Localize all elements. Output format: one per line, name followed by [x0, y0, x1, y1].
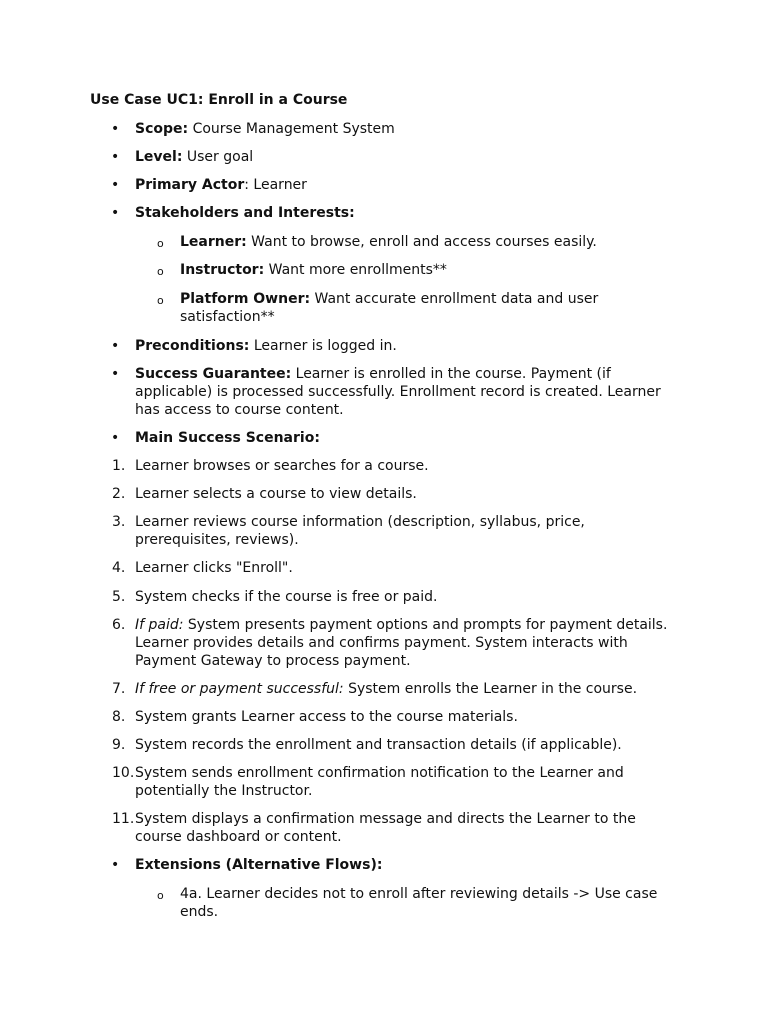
step-text: System sends enrollment confirmation notification to the Learner and potentially the Instructor.: [135, 765, 624, 799]
bullet-label: Primary Actor: [135, 177, 245, 193]
bullet-marker: •: [111, 121, 120, 137]
extension-text: 4a. Learner decides not to enroll after reviewing details -> Use case ends.: [180, 886, 658, 920]
bullet-label: Scope:: [135, 121, 189, 137]
sub-bullet-text: [180, 233, 665, 251]
document-title: Use Case UC1: Enroll in a Course: [90, 92, 348, 108]
bullet-text: [135, 365, 665, 419]
sub-bullet-text: [180, 290, 665, 326]
bullet-marker: •: [111, 177, 120, 193]
bullet-text: [135, 337, 665, 355]
bullet-label: Level:: [135, 149, 183, 165]
step-text: Learner browses or searches for a course.: [135, 458, 429, 474]
step-text: System displays a confirmation message and directs the Learner to the course dashboard or content.: [135, 811, 636, 845]
step-number: 8.: [112, 709, 126, 725]
step-text: System checks if the course is free or paid.: [135, 589, 438, 605]
sub-bullet-label: Platform Owner:: [180, 291, 311, 307]
step-text: [135, 616, 670, 670]
sub-bullet-value: Want more enrollments**: [264, 262, 447, 278]
bullet-label: Extensions (Alternative Flows):: [135, 857, 383, 873]
bullet-value: User goal: [182, 149, 254, 165]
bullet-label: Main Success Scenario:: [135, 430, 320, 446]
step-body: System enrolls the Learner in the course.: [343, 681, 638, 697]
bullet-text: [135, 856, 665, 874]
bullet-marker: •: [111, 430, 120, 446]
step-number: 2.: [112, 486, 126, 502]
step-number: 6.: [112, 617, 126, 633]
step-text: System grants Learner access to the course materials.: [135, 709, 518, 725]
bullet-text: [135, 148, 665, 166]
bullet-label: Preconditions:: [135, 338, 250, 354]
bullet-text: [135, 429, 665, 447]
bullet-value: Learner is logged in.: [249, 338, 397, 354]
bullet-text: [135, 120, 665, 138]
bullet-value: : Learner: [244, 177, 307, 193]
step-condition: If free or payment successful:: [135, 681, 344, 697]
step-body: System presents payment options and prompts for payment details. Learner provides details and confirms payment. System interacts with Payment Gateway to process payment.: [135, 617, 668, 669]
sub-bullet-marker: o: [157, 265, 164, 278]
step-text: System records the enrollment and transaction details (if applicable).: [135, 737, 622, 753]
sub-bullet-label: Learner:: [180, 234, 247, 250]
bullet-value: Course Management System: [188, 121, 395, 137]
step-text: Learner selects a course to view details.: [135, 486, 417, 502]
step-number: 3.: [112, 514, 126, 530]
bullet-marker: •: [111, 338, 120, 354]
bullet-label: Success Guarantee:: [135, 366, 292, 382]
bullet-marker: •: [111, 149, 120, 165]
sub-bullet-value: Want to browse, enroll and access courses easily.: [246, 234, 597, 250]
step-number: 1.: [112, 458, 126, 474]
bullet-value: Learner is enrolled in the course. Payment (if applicable) is processed successfully. Enrollment record is created. Learner has access to course content.: [135, 366, 661, 418]
step-number: 11.: [112, 811, 135, 827]
sub-bullet-value: Want accurate enrollment data and user satisfaction**: [180, 291, 599, 325]
step-text: [135, 680, 670, 698]
step-number: 5.: [112, 589, 126, 605]
step-number: 4.: [112, 560, 126, 576]
sub-bullet-marker: o: [157, 294, 164, 307]
step-text: Learner clicks "Enroll".: [135, 560, 293, 576]
step-number: 9.: [112, 737, 126, 753]
bullet-marker: •: [111, 205, 120, 221]
step-condition: If paid:: [135, 617, 184, 633]
bullet-marker: •: [111, 366, 120, 382]
bullet-marker: •: [111, 857, 120, 873]
sub-bullet-marker: o: [157, 889, 164, 902]
step-number: 7.: [112, 681, 126, 697]
step-text: Learner reviews course information (description, syllabus, price, prerequisites, reviews).: [135, 514, 585, 548]
sub-bullet-marker: o: [157, 237, 164, 250]
bullet-label: Stakeholders and Interests:: [135, 205, 355, 221]
bullet-text: [135, 176, 665, 194]
bullet-text: [135, 204, 665, 222]
sub-bullet-text: [180, 261, 665, 279]
sub-bullet-label: Instructor:: [180, 262, 265, 278]
step-number: 10.: [112, 765, 135, 781]
